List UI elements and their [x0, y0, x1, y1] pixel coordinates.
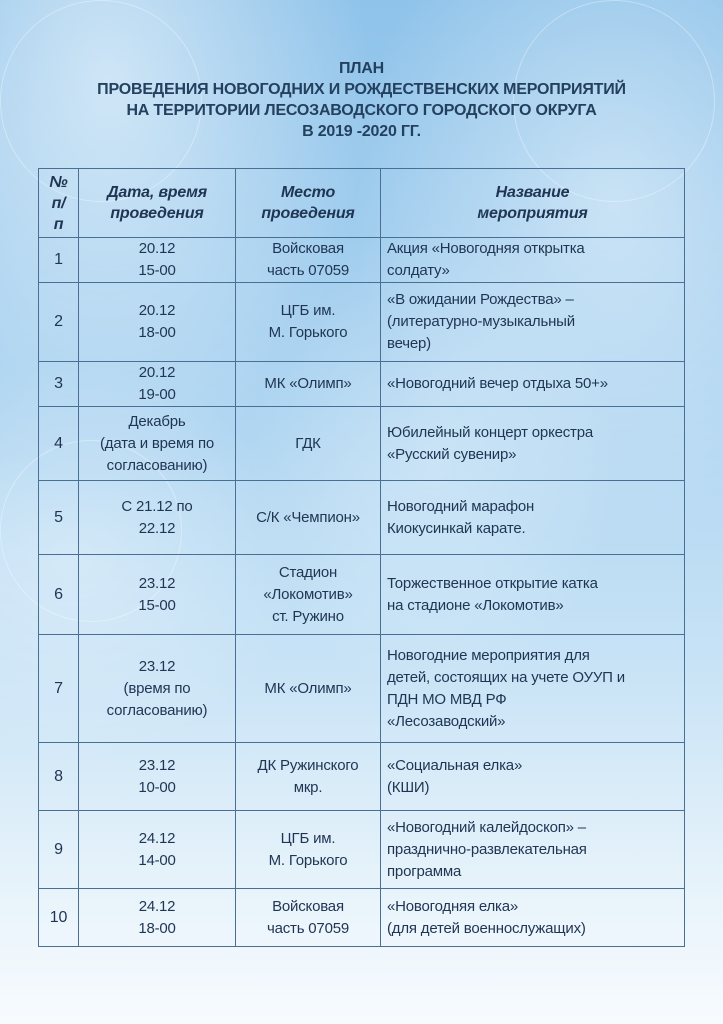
event-date: С 21.12 по 22.12 — [79, 481, 236, 555]
event-date: 24.12 18-00 — [79, 889, 236, 947]
event-place: ГДК — [236, 407, 381, 481]
event-place: МК «Олимп» — [236, 635, 381, 743]
header-event: Название мероприятия — [381, 169, 685, 238]
event-date: 23.12 (время по согласованию) — [79, 635, 236, 743]
event-date: 23.12 15-00 — [79, 555, 236, 635]
event-date: 24.12 14-00 — [79, 811, 236, 889]
row-number: 7 — [39, 635, 79, 743]
event-place: ЦГБ им. М. Горького — [236, 283, 381, 362]
event-place: С/К «Чемпион» — [236, 481, 381, 555]
table-row — [39, 743, 685, 811]
table-row — [39, 811, 685, 889]
events-table — [38, 168, 685, 947]
header-date: Дата, время проведения — [79, 169, 236, 238]
row-number: 1 — [39, 238, 79, 283]
table-row — [39, 635, 685, 743]
row-number: 4 — [39, 407, 79, 481]
event-date: 20.12 18-00 — [79, 283, 236, 362]
header-place: Место проведения — [236, 169, 381, 238]
event-name: «В ожидании Рождества» – (литературно-музыкальный вечер) — [381, 283, 685, 362]
row-number: 2 — [39, 283, 79, 362]
event-place: Войсковая часть 07059 — [236, 889, 381, 947]
document-title: ПЛАН ПРОВЕДЕНИЯ НОВОГОДНИХ И РОЖДЕСТВЕНСКИХ МЕРОПРИЯТИЙ НА ТЕРРИТОРИИ ЛЕСОЗАВОДСКОГО ГОРОДСКОГО ОКРУГА В 2019 -2020 ГГ. — [97, 60, 626, 140]
event-place: Войсковая часть 07059 — [236, 238, 381, 283]
table-header-row — [39, 169, 685, 238]
table-row — [39, 889, 685, 947]
row-number: 8 — [39, 743, 79, 811]
event-place: Стадион «Локомотив» ст. Ружино — [236, 555, 381, 635]
event-name: Новогодний марафон Киокусинкай карате. — [381, 481, 685, 555]
event-name: Акция «Новогодняя открытка солдату» — [381, 238, 685, 283]
table-row — [39, 238, 685, 283]
event-name: «Социальная елка» (КШИ) — [381, 743, 685, 811]
row-number: 5 — [39, 481, 79, 555]
table-row — [39, 362, 685, 407]
event-name: Торжественное открытие катка на стадионе «Локомотив» — [381, 555, 685, 635]
event-place: ДК Ружинского мкр. — [236, 743, 381, 811]
event-place: МК «Олимп» — [236, 362, 381, 407]
row-number: 6 — [39, 555, 79, 635]
event-date: 23.12 10-00 — [79, 743, 236, 811]
event-name: «Новогодняя елка» (для детей военнослужащих) — [381, 889, 685, 947]
table-row — [39, 283, 685, 362]
event-date: 20.12 15-00 — [79, 238, 236, 283]
event-place: ЦГБ им. М. Горького — [236, 811, 381, 889]
header-number: № п/ п — [39, 169, 79, 238]
table-row — [39, 481, 685, 555]
row-number: 3 — [39, 362, 79, 407]
row-number: 9 — [39, 811, 79, 889]
event-date: Декабрь (дата и время по согласованию) — [79, 407, 236, 481]
event-name: Юбилейный концерт оркестра «Русский сувенир» — [381, 407, 685, 481]
event-date: 20.12 19-00 — [79, 362, 236, 407]
row-number: 10 — [39, 889, 79, 947]
event-name: Новогодние мероприятия для детей, состоящих на учете ОУУП и ПДН МО МВД РФ «Лесозаводский» — [381, 635, 685, 743]
table-row — [39, 555, 685, 635]
table-row — [39, 407, 685, 481]
event-name: «Новогодний вечер отдыха 50+» — [381, 362, 685, 407]
event-name: «Новогодний калейдоскоп» – празднично-развлекательная программа — [381, 811, 685, 889]
